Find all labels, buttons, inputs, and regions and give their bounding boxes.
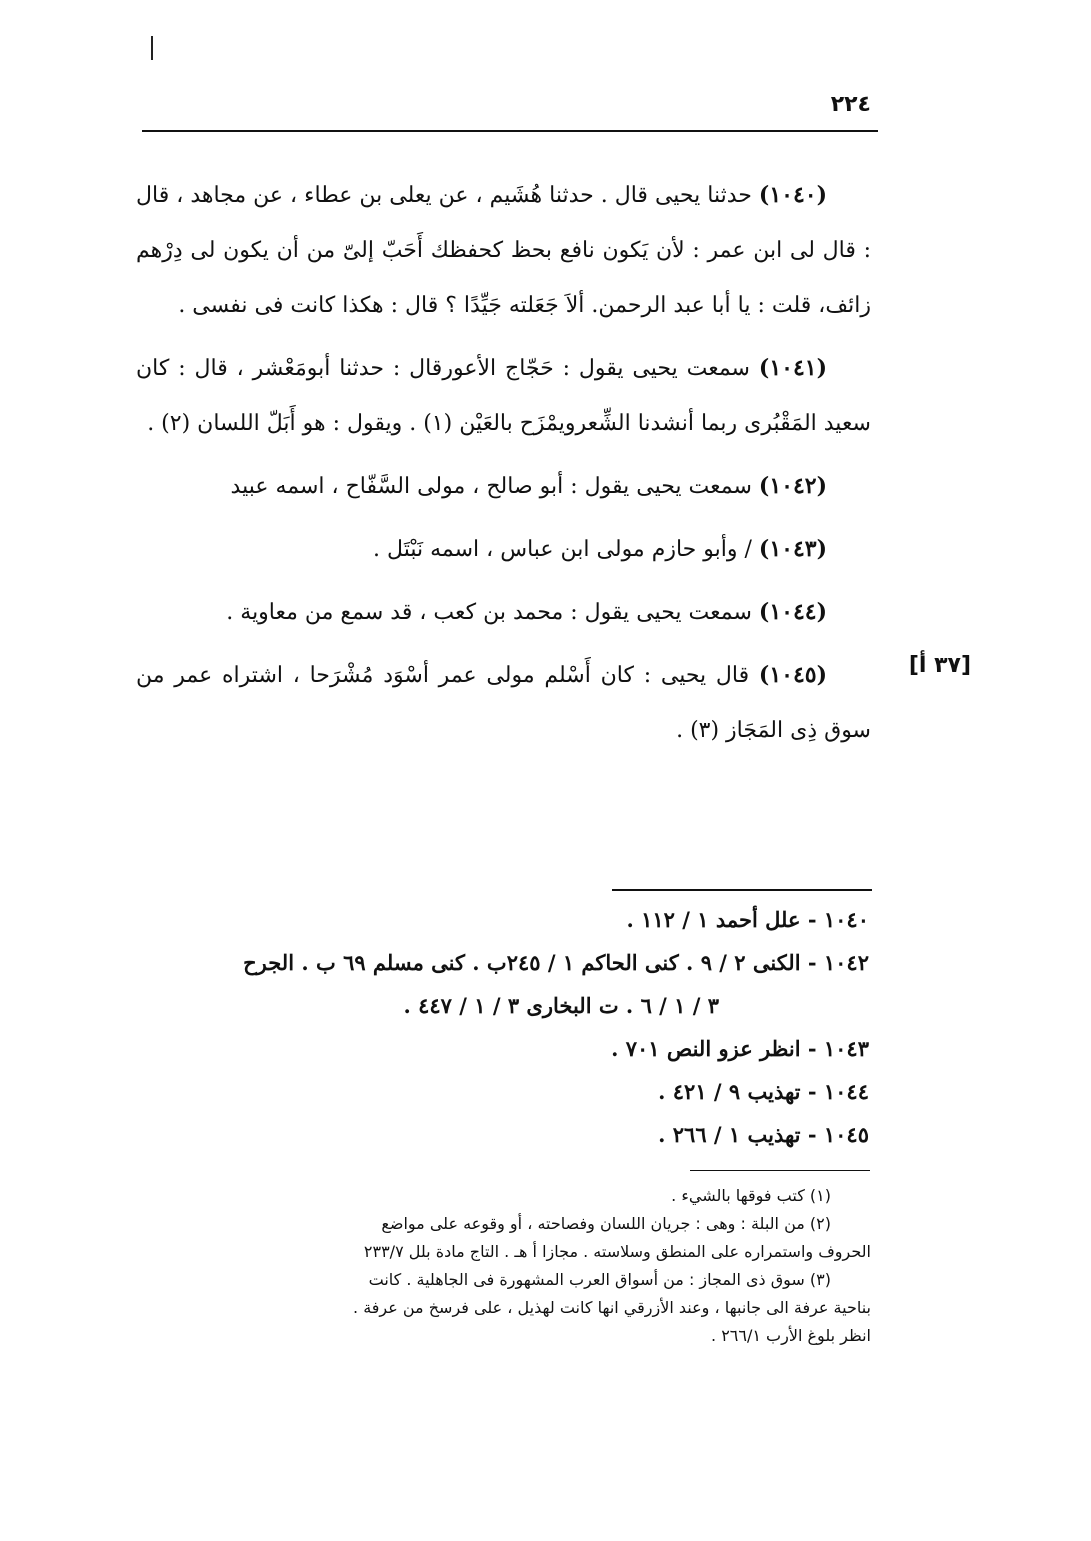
paragraph-1041: [136, 341, 871, 451]
footnote-line: الحروف واستمراره على المنطق وسلاسته . مجازا أ هـ . التاج مادة بلل ٢٣٣/٧: [363, 1242, 871, 1261]
entry-number: (١٠٤٠): [758, 182, 827, 208]
paragraph-1043: [136, 522, 871, 577]
page-number: ٢٢٤: [830, 92, 871, 117]
paragraph-1042: [136, 459, 871, 514]
reference-line: ١٠٤٥ - تهذيب ١ / ٢٦٦ .: [658, 1122, 869, 1147]
entry-text: سمعت يحيى يقول : أبو صالح ، مولى السَّفّاح ، اسمه عبيد: [230, 474, 752, 499]
reference-line: ١٠٤٣ - انظر عزو النص ٧٠١ .: [611, 1036, 869, 1061]
footnotes-rule: [690, 1170, 870, 1171]
entry-text: سمعت يحيى يقول : محمد بن كعب ، قد سمع من معاوية .: [226, 600, 752, 625]
header-rule: [142, 130, 878, 132]
paragraph-1044: [136, 585, 871, 640]
footnote-line: (٣) سوق ذى المجاز : من أسواق العرب المشهورة فى الجاهلية . كانت: [368, 1270, 831, 1289]
margin-tick-mark: [151, 36, 153, 60]
entry-text: قال يحيى : كان أَسْلم مولى عمر أسْوَد مُشْرَحا ، اشتراه عمر من سوق ذِى المَجَاز (٣) .: [136, 663, 871, 743]
entry-text: / وأبو حازم مولى ابن عباس ، اسمه نَبْتَل .: [373, 537, 752, 562]
main-text: [136, 168, 871, 766]
footnote-line: (١) كتب فوقها بالشيء .: [671, 1186, 831, 1205]
references-block: [134, 898, 869, 1156]
entry-text: سمعت يحيى يقول : حَجّاج الأعورقال : حدثنا أبومَعْشر ، قال : كان سعيد المَقْبُرى ربما أنشدنا الشِّعرويمْزَح بالعَيْن (١) . ويقول : هو أَبَلّ اللسان (٢) .: [136, 356, 871, 436]
reference-line: ٣ / ١ / ٦ . ت البخارى ٣ / ١ / ٤٤٧ .: [403, 993, 719, 1018]
entry-number: (١٠٤١): [758, 355, 827, 381]
footnote-line: انظر بلوغ الأرب ٢٦٦/١ .: [711, 1326, 871, 1345]
footnotes-block: [131, 1182, 871, 1350]
folio-margin-note: [٣٧ أ]: [908, 653, 971, 678]
paragraph-1045: [136, 648, 871, 758]
entry-number: (١٠٤٢): [758, 473, 827, 499]
paragraph-1040: [136, 168, 871, 333]
reference-line: ١٠٤٤ - تهذيب ٩ / ٤٢١ .: [658, 1079, 869, 1104]
entry-number: (١٠٤٥): [758, 662, 827, 688]
footnote-line: بناحية عرفة الى جانبها ، وعند الأزرقي انها كانت لهذيل ، على فرسخ من عرفة .: [353, 1298, 871, 1317]
references-rule: [612, 889, 872, 891]
entry-number: (١٠٤٤): [758, 599, 827, 625]
footnote-line: (٢) من البلة : وهى : جريان اللسان وفصاحته ، أو وقوعه على مواضع: [381, 1214, 831, 1233]
reference-line: ١٠٤٢ - الكنى ٢ / ٩ . كنى الحاكم ١ / ٢٤٥ب . كنى مسلم ٦٩ ب . الجرح: [243, 950, 869, 975]
entry-number: (١٠٤٣): [758, 536, 827, 562]
entry-text: حدثنا يحيى قال . حدثنا هُشَيم ، عن يعلى بن عطاء ، عن مجاهد ، قال : قال لى ابن عمر : لأن يَكون نافع بحظ كحفظك أَحَبّ إلىّ من أن يكون لى دِرْهم زائف، قلت : يا أبا عبد الرحمن. ألاَ جَعَلته جَيِّدًا ؟ قال : هكذا كانت فى نفسى .: [136, 183, 871, 318]
reference-line: ١٠٤٠ - علل أحمد ١ / ١١٢ .: [626, 907, 869, 932]
